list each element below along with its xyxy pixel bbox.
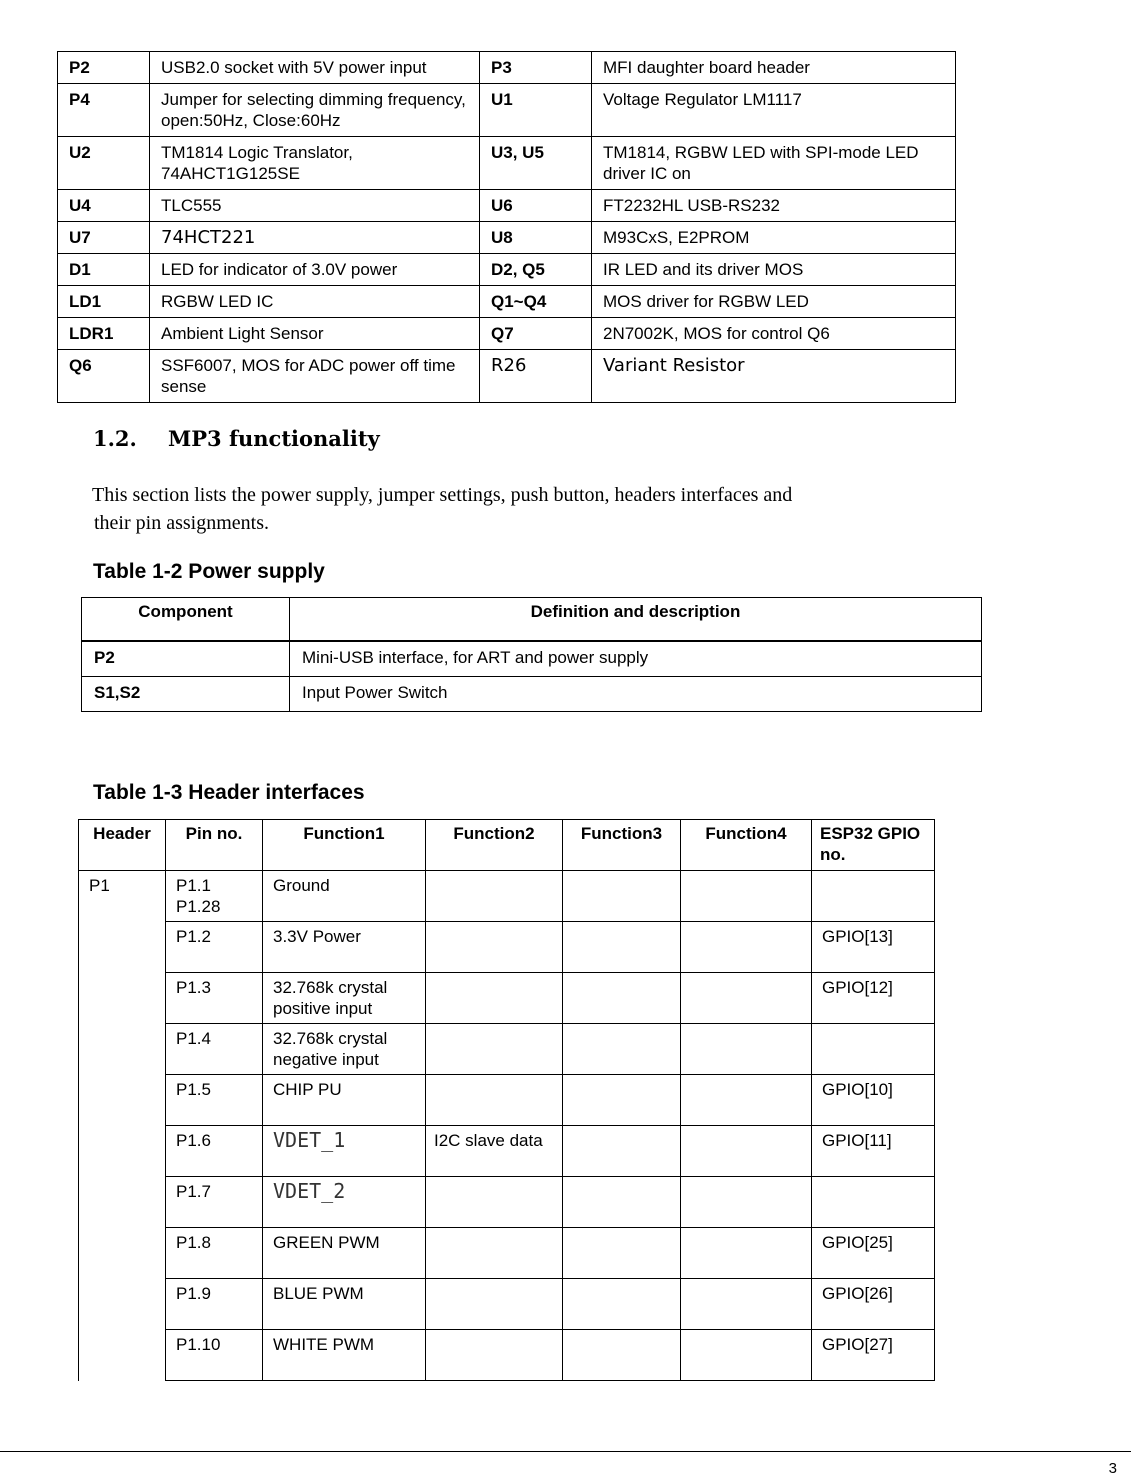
function3 [563,1126,681,1177]
function2 [426,1024,563,1075]
gpio-number [812,871,935,922]
function3 [563,973,681,1024]
function1: Ground [263,871,426,922]
function3 [563,871,681,922]
function1: GREEN PWM [263,1228,426,1279]
table-row [58,137,956,190]
function4 [681,1024,812,1075]
function2 [426,922,563,973]
table-row [58,254,956,286]
table-row [79,1279,935,1330]
column-header: Function3 [563,820,681,871]
function3 [563,1330,681,1381]
component-id: LD1 [58,286,150,318]
gpio-number: GPIO[12] [812,973,935,1024]
table-header-row [79,820,935,871]
component-description: Voltage Regulator LM1117 [592,84,956,137]
gpio-number [812,1024,935,1075]
pin-number: P1.10 [166,1330,263,1381]
column-header: Pin no. [166,820,263,871]
component-id: Q1~Q4 [480,286,592,318]
table-row [79,1075,935,1126]
table-row [79,973,935,1024]
component-description: MOS driver for RGBW LED [592,286,956,318]
pin-number: P1.5 [166,1075,263,1126]
function3 [563,1075,681,1126]
function1: WHITE PWM [263,1330,426,1381]
table-header-row [82,598,982,642]
component-description: USB2.0 socket with 5V power input [150,52,480,84]
function3 [563,1279,681,1330]
function1: BLUE PWM [263,1279,426,1330]
function1: CHIP PU [263,1075,426,1126]
table-row [79,1126,935,1177]
function4 [681,973,812,1024]
component-description: MFI daughter board header [592,52,956,84]
function4 [681,871,812,922]
table-row [82,641,982,677]
gpio-number: GPIO[25] [812,1228,935,1279]
component-id: Q6 [58,350,150,403]
gpio-number: GPIO[26] [812,1279,935,1330]
section-intro [92,481,932,537]
function1: 32.768k crystal negative input [263,1024,426,1075]
function2 [426,1075,563,1126]
page-number: 3 [1108,1460,1117,1477]
component-description: Ambient Light Sensor [150,318,480,350]
function4 [681,1126,812,1177]
function1: VDET_1 [263,1126,426,1177]
column-header: Component [82,598,290,642]
function4 [681,1177,812,1228]
gpio-number: GPIO[11] [812,1126,935,1177]
component-id: LDR1 [58,318,150,350]
component-description: RGBW LED IC [150,286,480,318]
component-id: Q7 [480,318,592,350]
component-id: U4 [58,190,150,222]
component-id: P2 [82,641,290,677]
pin-number: P1.6 [166,1126,263,1177]
component-description: 74HCT221 [150,222,480,254]
table-row [79,1177,935,1228]
component-description: IR LED and its driver MOS [592,254,956,286]
component-id: D2, Q5 [480,254,592,286]
gpio-number: GPIO[27] [812,1330,935,1381]
function3 [563,1177,681,1228]
component-description: TM1814, RGBW LED with SPI-mode LED driver IC on [592,137,956,190]
table-row [79,1024,935,1075]
table-row [58,190,956,222]
function4 [681,922,812,973]
component-description: Mini-USB interface, for ART and power supply [290,641,982,677]
section-title: MP3 functionality [168,426,380,451]
component-description: SSF6007, MOS for ADC power off time sense [150,350,480,403]
column-header: Header [79,820,166,871]
section-number: 1.2. [93,426,137,451]
header-interfaces-table [78,819,935,1381]
component-description: LED for indicator of 3.0V power [150,254,480,286]
table-row [79,871,935,922]
component-description: M93CxS, E2PROM [592,222,956,254]
header-table-caption: Table 1-3 Header interfaces [93,781,365,804]
column-header: Function1 [263,820,426,871]
component-description: TLC555 [150,190,480,222]
header-name: P1 [79,871,166,1381]
intro-line: their pin assignments. [94,512,269,534]
component-id: U2 [58,137,150,190]
column-header: Definition and description [290,598,982,642]
intro-line: This section lists the power supply, jumper settings, push button, headers interfaces and [92,484,793,506]
function4 [681,1228,812,1279]
component-description: Variant Resistor [592,350,956,403]
component-id: U6 [480,190,592,222]
pin-number: P1.1 P1.28 [166,871,263,922]
function4 [681,1330,812,1381]
section-heading [93,426,380,451]
table-row [79,1228,935,1279]
function4 [681,1075,812,1126]
table-row [58,318,956,350]
pin-number: P1.3 [166,973,263,1024]
component-id: R26 [480,350,592,403]
table-row [79,922,935,973]
power-table-caption: Table 1-2 Power supply [93,560,325,583]
table-row [58,52,956,84]
table-row [58,350,956,403]
component-id: U3, U5 [480,137,592,190]
function2: I2C slave data [426,1126,563,1177]
table-row [58,84,956,137]
table-row [58,222,956,254]
power-supply-table [81,597,982,712]
component-id: U7 [58,222,150,254]
function2 [426,1330,563,1381]
components-table [57,51,956,403]
column-header: ESP32 GPIO no. [812,820,935,871]
function1: 32.768k crystal positive input [263,973,426,1024]
component-description: TM1814 Logic Translator, 74AHCT1G125SE [150,137,480,190]
pin-number: P1.4 [166,1024,263,1075]
function2 [426,1177,563,1228]
function2 [426,1279,563,1330]
table-row [82,677,982,712]
component-id: P2 [58,52,150,84]
function1: 3.3V Power [263,922,426,973]
component-id: U1 [480,84,592,137]
column-header: Function2 [426,820,563,871]
function3 [563,1228,681,1279]
gpio-number: GPIO[13] [812,922,935,973]
pin-number: P1.9 [166,1279,263,1330]
function2 [426,871,563,922]
component-description: Input Power Switch [290,677,982,712]
pin-number: P1.7 [166,1177,263,1228]
table-row [58,286,956,318]
function3 [563,1024,681,1075]
pin-number: P1.2 [166,922,263,973]
gpio-number [812,1177,935,1228]
component-description: 2N7002K, MOS for control Q6 [592,318,956,350]
function2 [426,973,563,1024]
component-description: Jumper for selecting dimming frequency, open:50Hz, Close:60Hz [150,84,480,137]
function1: VDET_2 [263,1177,426,1228]
gpio-number: GPIO[10] [812,1075,935,1126]
pin-number: P1.8 [166,1228,263,1279]
footer-divider [0,1451,1131,1452]
component-id: P4 [58,84,150,137]
function4 [681,1279,812,1330]
column-header: Function4 [681,820,812,871]
component-id: U8 [480,222,592,254]
component-description: FT2232HL USB-RS232 [592,190,956,222]
component-id: D1 [58,254,150,286]
component-id: S1,S2 [82,677,290,712]
function3 [563,922,681,973]
table-row [79,1330,935,1381]
function2 [426,1228,563,1279]
component-id: P3 [480,52,592,84]
